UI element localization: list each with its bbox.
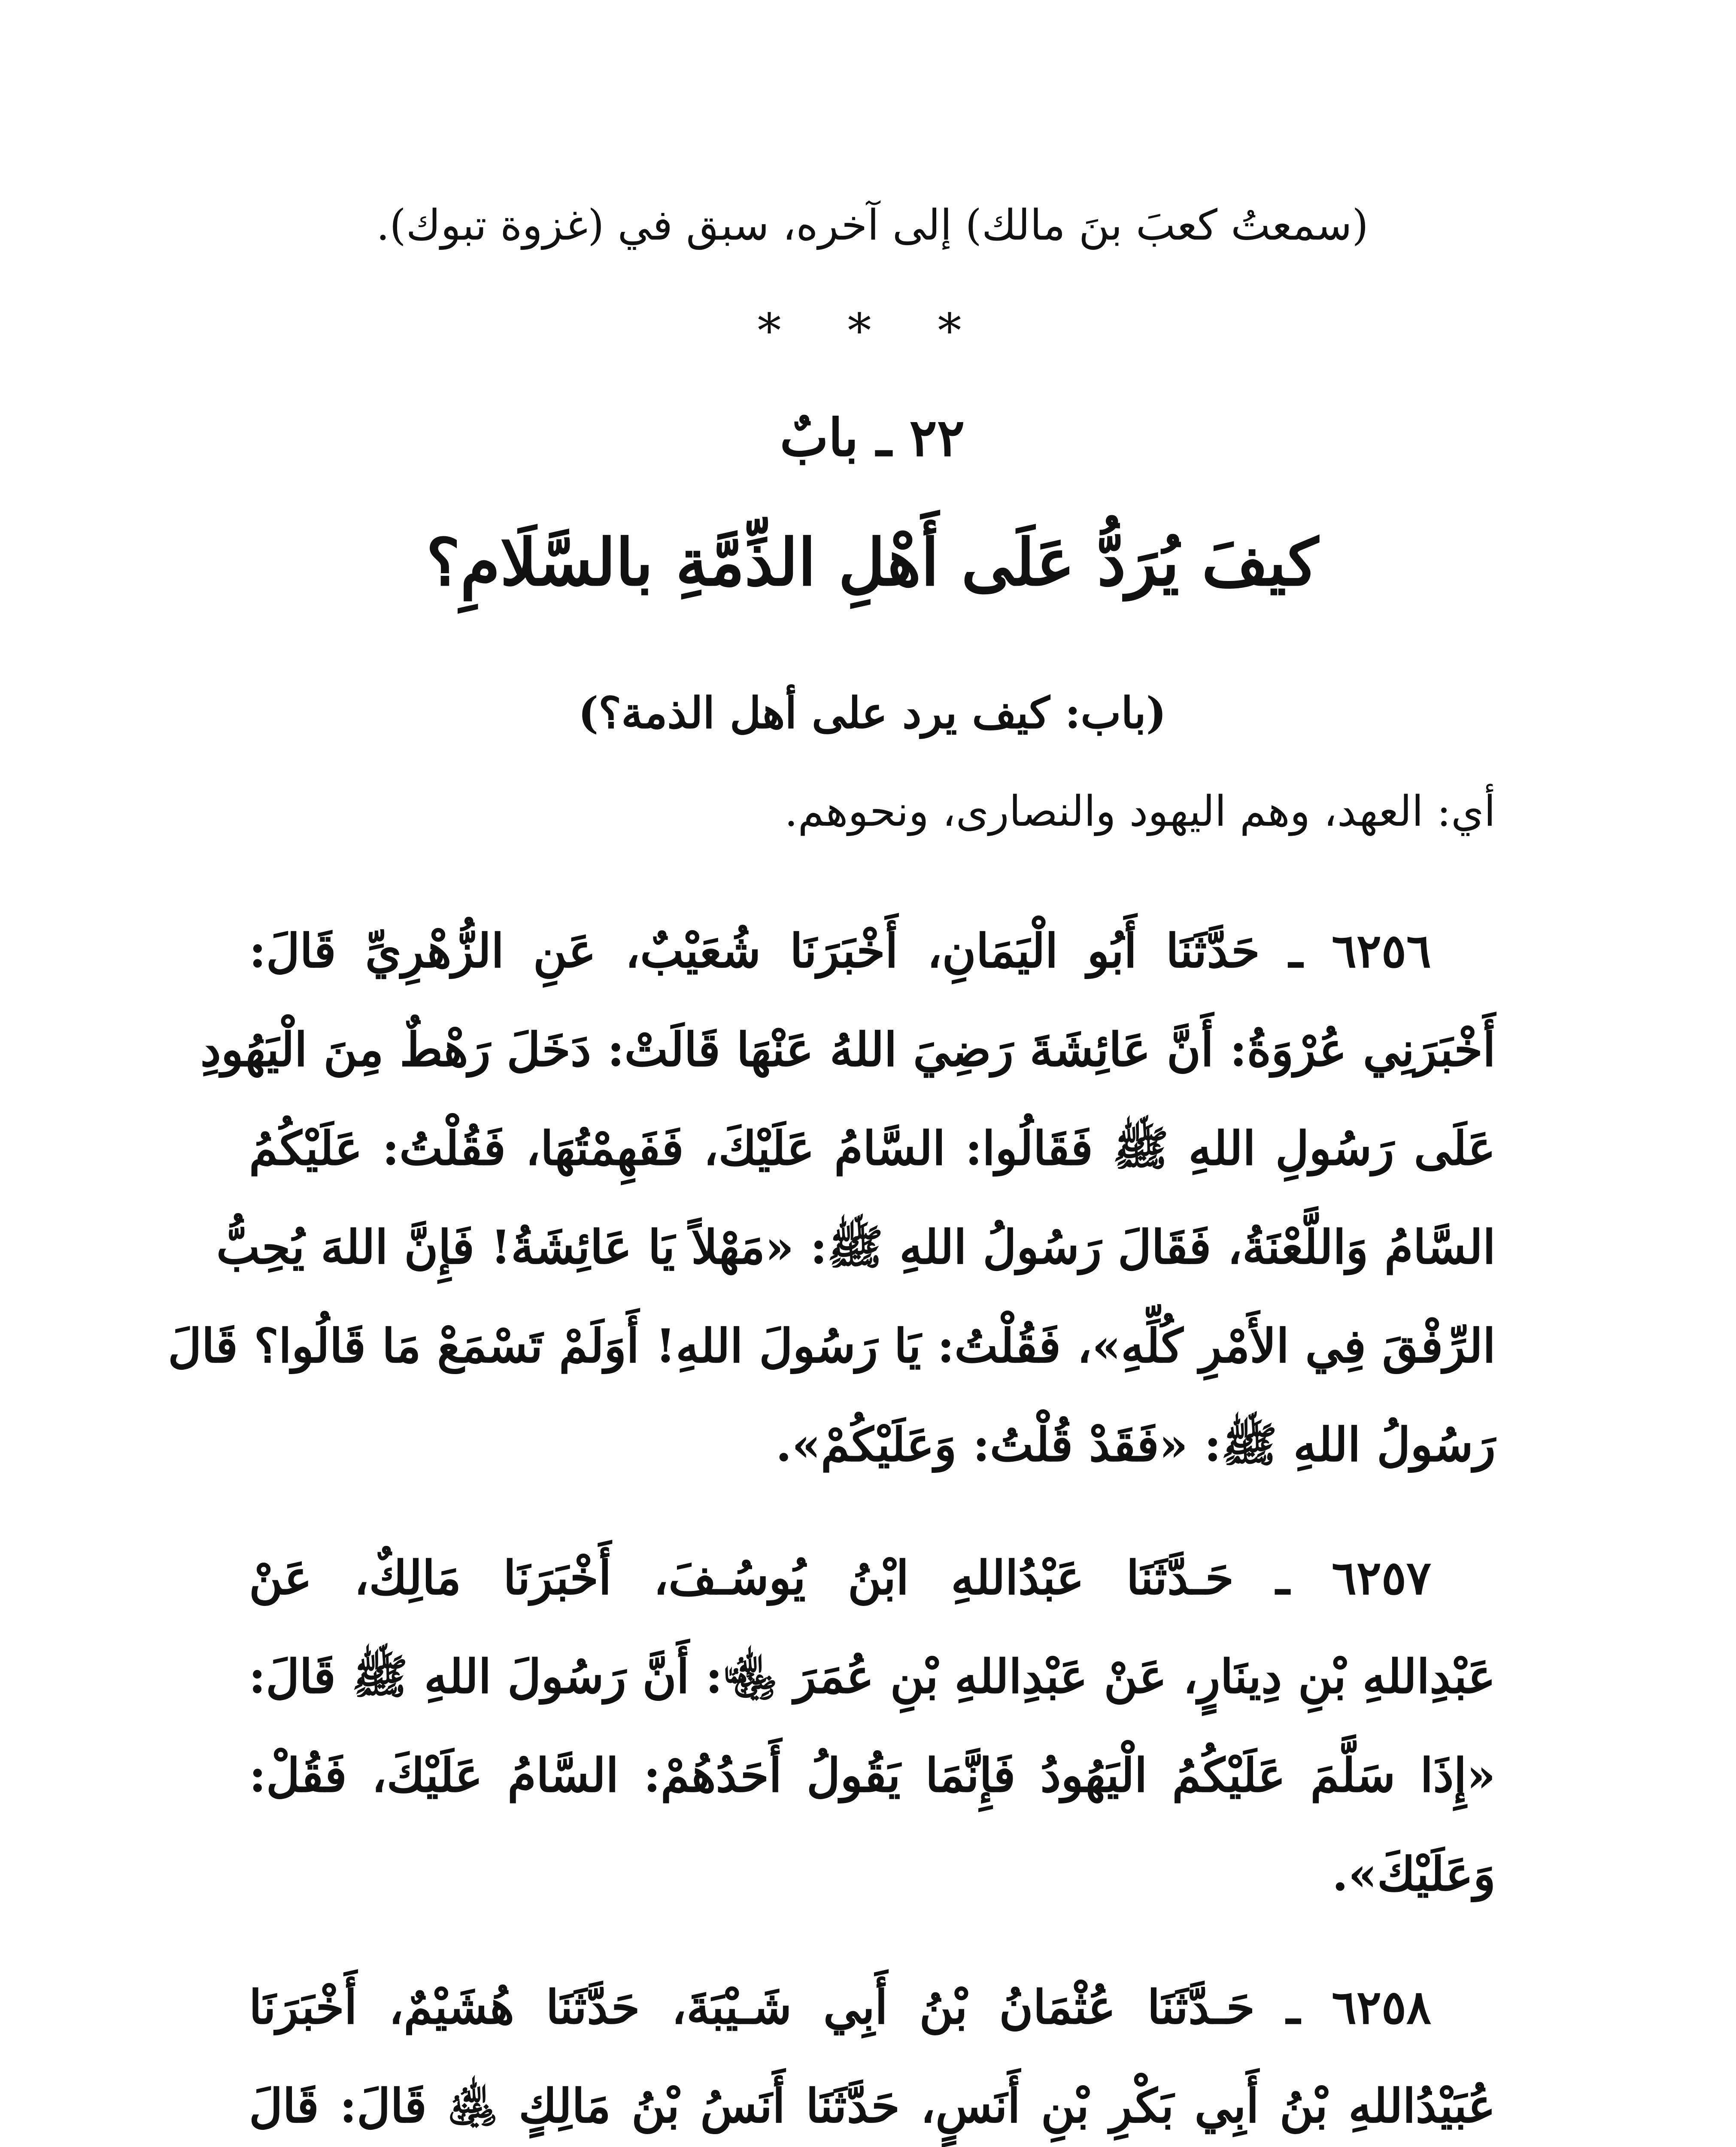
hadith-line: عَلَى رَسُولِ اللهِ ﷺ فَقَالُوا: السَّامُ عَلَيْكَ، فَفَهِمْتُهَا، فَقُلْتُ: عَلَيْكُمُ (249, 1122, 1496, 1176)
hadith-line: رَسُولُ اللهِ ﷺ: «فَقَدْ قُلْتُ: وَعَلَيْكُمْ». (775, 1418, 1496, 1472)
hadith-6258 (249, 1958, 1496, 2147)
hadith-line: «إِذَا سَلَّمَ عَلَيْكُمُ الْيَهُودُ فَإِنَّمَا يَقُولُ أَحَدُهُمْ: السَّامُ عَلَيْكَ، فَقُلْ: (249, 1749, 1496, 1803)
hadith-line: ٦٢٥٨ ـ حَـدَّثَنَا عُثْمَانُ بْنُ أَبِي شَـيْبَةَ، حَدَّثَنَا هُشَيْمٌ، أَخْبَرَنَا (249, 1980, 1431, 2034)
hadith-line: عُبَيْدُاللهِ بْنُ أَبِي بَكْرِ بْنِ أَنَسٍ، حَدَّثَنَا أَنَسُ بْنُ مَالِكٍ ﵁ قَالَ: قَالَ (249, 2079, 1496, 2133)
hadith-line: أَخْبَرَنِي عُرْوَةُ: أَنَّ عَائِشَةَ رَضِيَ اللهُ عَنْهَا قَالَتْ: دَخَلَ رَهْطٌ مِنَ الْيَهُودِ (200, 1023, 1496, 1077)
chapter-number: ٢٢ ـ بابٌ (780, 408, 965, 468)
hadith-6256 (168, 902, 1496, 1494)
hadith-line: ٦٢٥٦ ـ حَدَّثَنَا أَبُو الْيَمَانِ، أَخْبَرَنَا شُعَيْبٌ، عَنِ الزُّهْرِيِّ قَالَ: (249, 924, 1431, 978)
section-separator-stars: * * * (757, 303, 987, 358)
reference-line: (سمعتُ كعبَ بنَ مالك) إلى آخره، سبق في (غزوة تبوك). (376, 201, 1369, 250)
hadith-line: السَّامُ وَاللَّعْنَةُ، فَقَالَ رَسُولُ اللهِ ﷺ: «مَهْلاً يَا عَائِشَةُ! فَإِنَّ اللهَ يُحِبُّ (216, 1220, 1496, 1274)
hadith-line: الرِّفْقَ فِي الأَمْرِ كُلِّهِ»، فَقُلْتُ: يَا رَسُولَ اللهِ! أَوَلَمْ تَسْمَعْ مَا قَالُوا؟ قَالَ (168, 1319, 1496, 1373)
hadith-line: عَبْدِاللهِ بْنِ دِينَارٍ، عَنْ عَبْدِاللهِ بْنِ عُمَرَ ﵄: أَنَّ رَسُولَ اللهِ ﷺ قَالَ: (249, 1650, 1496, 1704)
hadith-line: وَعَلَيْكَ». (1332, 1847, 1496, 1901)
hadith-line: ٦٢٥٧ ـ حَـدَّثَنَا عَبْدُاللهِ ابْنُ يُوسُـفَ، أَخْبَرَنَا مَالِكٌ، عَنْ (249, 1551, 1431, 1605)
commentary-text: أي: العهد، وهم اليهود والنصارى، ونحوهم. (784, 787, 1496, 836)
commentary-heading: (باب: كيف يرد على أهل الذمة؟) (578, 687, 1167, 738)
chapter-title: كيفَ يُرَدُّ عَلَى أَهْلِ الذِّمَّةِ بالسَّلَامِ؟ (426, 525, 1319, 600)
hadith-6257 (249, 1529, 1496, 1924)
